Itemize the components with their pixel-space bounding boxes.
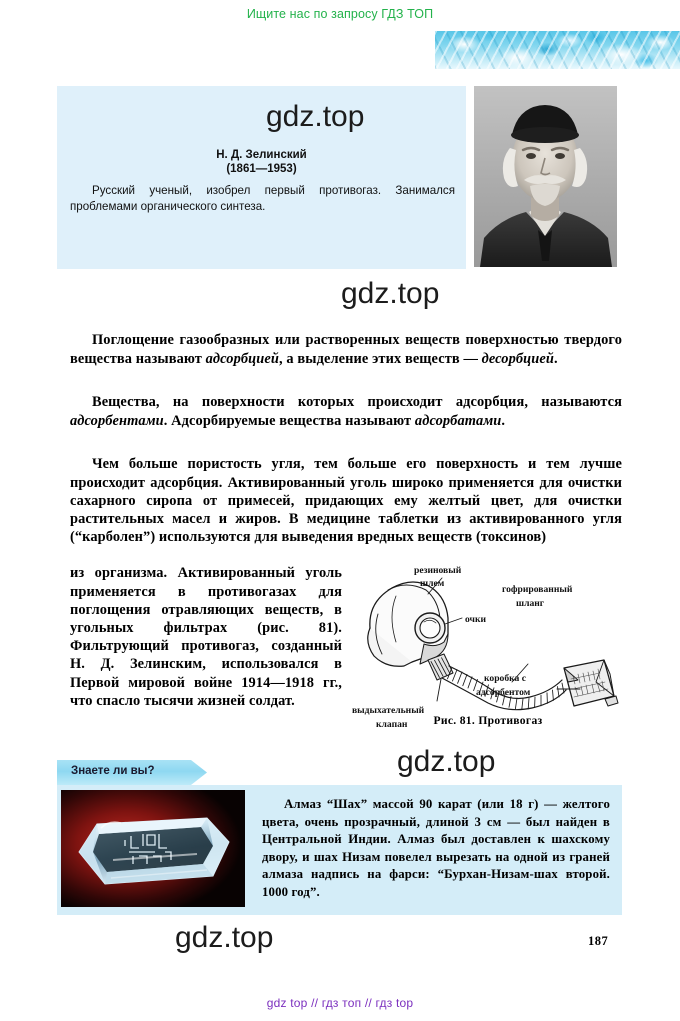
- scientist-portrait-photo: [474, 86, 617, 267]
- watermark-gdz-top: gdz.top: [175, 921, 274, 954]
- p2-text-b: . Адсорбируемые вещества называют: [163, 412, 415, 429]
- label-exhalation-valve-line2: клапан: [376, 719, 408, 730]
- promo-header-text: Ищите нас по запросу ГДЗ ТОП: [246, 7, 434, 21]
- did-you-know-tab-label: Знаете ли вы?: [71, 765, 155, 777]
- label-goggles: очки: [465, 614, 487, 625]
- footer-link-gdz-top-ru[interactable]: гдз топ: [321, 996, 362, 1010]
- gas-mask-diagram: [352, 556, 624, 731]
- label-rubber-helmet-line1: резиновый: [414, 565, 462, 576]
- paragraph-adsorbents-definition: [70, 393, 622, 429]
- p1-term-adsorption: адсорбцией: [205, 350, 279, 367]
- gas-mask-figure: [352, 556, 624, 731]
- watermark-gdz-top: gdz.top: [341, 277, 440, 310]
- footer-separator: //: [311, 996, 319, 1010]
- p1-term-desorption: десорбцией: [481, 350, 554, 367]
- watermark-gdz-top: gdz.top: [397, 745, 496, 778]
- scientist-life-years: (1861—1953): [226, 163, 297, 175]
- label-rubber-helmet-line2: шлем: [420, 578, 445, 589]
- label-corrugated-hose-line2: шланг: [516, 598, 545, 609]
- diamond-shah-photo: [61, 790, 245, 907]
- figure-caption: [352, 714, 624, 727]
- watermark-gdz-top: gdz.top: [266, 100, 365, 133]
- p2-term-adsorbates: адсорбатами: [414, 412, 502, 429]
- p1-text-a: Поглощение газообразных или растворенных веществ поверхностью твердого вещества называют: [70, 332, 622, 367]
- footer-link-gdz-top[interactable]: gdz top: [266, 996, 308, 1010]
- label-exhalation-valve-line1: выдыхательный: [352, 705, 425, 716]
- scientist-description: Русский ученый, изобрел первый противогаз. Занимался проблемами органического синтеза.: [70, 184, 455, 213]
- p2-term-adsorbents: адсорбентами: [70, 412, 164, 429]
- p1-text-b: , а выделение этих веществ —: [278, 350, 482, 367]
- scientist-info-box: [57, 86, 466, 269]
- figure-caption-text: Противогаз: [478, 714, 543, 727]
- diamond-illustration: [61, 790, 245, 907]
- paragraph-gas-mask-history: из организма. Активированный уголь применяется в противогазах для поглощения отравляющих веществ, в угольных фильтрах (рис. 81). Фильтрующий противогаз, созданный Н. Д. Зелинским, использовался в Первой мировой войне 1914—1918 гг., что спасло тысячи жизней солдат.: [70, 565, 342, 709]
- footer-links: [0, 996, 680, 1010]
- p2-text-a: Вещества, на поверхности которых происходит адсорбция, называются: [92, 394, 622, 411]
- paragraph-activated-carbon: Чем больше пористость угля, тем больше его поверхность и тем лучше происходит адсорбция. Активированный уголь широко применяется для очистки сахарного сиропа от примесей, придающих ему желтый цвет, для очистки растительных масел и жиров. В медицине таблетки из активированного угля (“карболен”) используются для выведения вредных веществ (токсинов): [70, 456, 622, 546]
- did-you-know-text: Алмаз “Шах” массой 90 карат (или 18 г) — желтого цвета, очень прозрачный, длиной 3 см — был найден в Центральной Индии. Алмаз был доставлен к шахскому двору, и шах Низам повелел вырезать на одной из граней алмаза надпись на фарси: “Бурхан-Низам-шах второй. 1000 год”.: [262, 797, 610, 899]
- footer-link-gdz-top-mixed[interactable]: гдз top: [375, 996, 414, 1010]
- ice-decorative-banner: [435, 31, 680, 69]
- figure-caption-number: Рис. 81.: [433, 714, 476, 727]
- label-adsorbent-canister-line2: адсорбентом: [476, 687, 531, 698]
- paragraph-adsorption-definition: [70, 331, 622, 367]
- p2-text-c: .: [501, 412, 506, 429]
- portrait-illustration: [474, 86, 617, 267]
- p1-text-c: .: [553, 350, 558, 367]
- label-adsorbent-canister-line1: коробка с: [484, 673, 526, 684]
- did-you-know-tab: [57, 760, 207, 785]
- label-corrugated-hose-line1: гофрированный: [502, 584, 573, 595]
- scientist-name: Н. Д. Зелинский: [216, 149, 307, 161]
- page-number: 187: [588, 934, 609, 948]
- footer-separator: //: [364, 996, 372, 1010]
